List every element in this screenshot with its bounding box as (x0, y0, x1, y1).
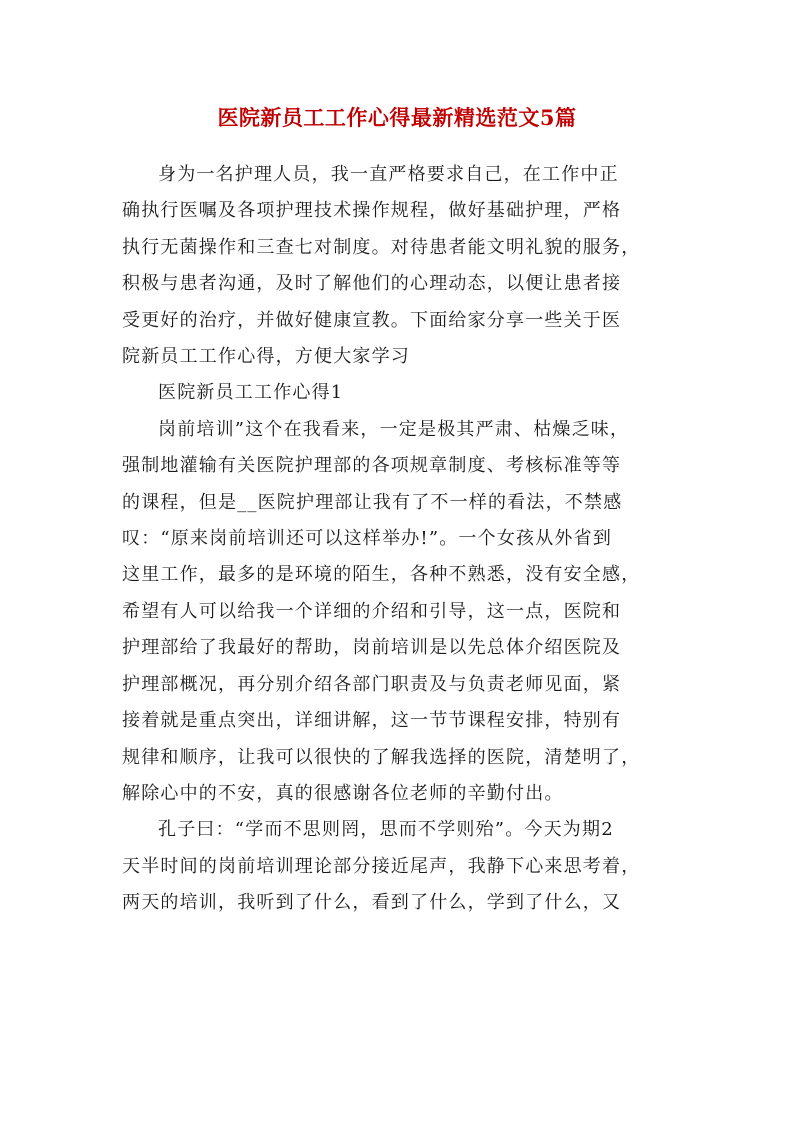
paragraph-line: 接着就是重点突出，详细讲解，这一节节课程安排，特别有 (122, 710, 622, 732)
paragraph-line: 希望有人可以给我一个详细的介绍和引导，这一点，医院和 (122, 600, 622, 622)
paragraph-line: 孔子曰：“学而不思则罔，思而不学则殆”。今天为期2 (158, 819, 614, 841)
paragraph-3 (122, 812, 672, 921)
paragraph-line: 强制地灌输有关医院护理部的各项规章制度、考核标准等等 (122, 455, 622, 477)
intro-line: 执行无菌操作和三查七对制度。对待患者能文明礼貌的服务， (122, 236, 641, 258)
paragraph-line: 岗前培训”这个在我看来，一定是极其严肃、枯燥乏味， (158, 418, 630, 440)
intro-line: 受更好的治疗，并做好健康宣教。下面给家分享一些关于医 (122, 309, 622, 331)
intro-line: 院新员工工作心得，方便大家学习 (122, 346, 410, 368)
paragraph-line: 护理部给了我最好的帮助，岗前培训是以先总体介绍医院及 (122, 637, 622, 659)
paragraph-2 (122, 412, 672, 812)
paragraph-line: 天半时间的岗前培训理论部分接近尾声，我静下心来思考着， (122, 855, 641, 877)
paragraph-line: 规律和顺序，让我可以很快的了解我选择的医院，清楚明了， (122, 746, 641, 768)
paragraph-line: 解除心中的不安，真的很感谢各位老师的辛勤付出。 (122, 782, 564, 804)
paragraph-line: 叹：“原来岗前培训还可以这样举办!”。一个女孩从外省到 (122, 528, 613, 550)
paragraph-line: 两天的培训，我听到了什么，看到了什么，学到了什么，又 (122, 892, 622, 914)
paragraph-line: 护理部概况，再分别介绍各部门职责及与负责老师见面，紧 (122, 673, 622, 695)
document-title: 医院新员工工作心得最新精选范文5篇 (217, 105, 577, 130)
intro-line: 积极与患者沟通，及时了解他们的心理动态，以便让患者接 (122, 273, 622, 295)
document-body (122, 157, 672, 922)
intro-line: 确执行医嘱及各项护理技术操作规程，做好基础护理，严格 (122, 200, 622, 222)
paragraph-line: 的课程，但是__医院护理部让我有了不一样的看法，不禁感 (122, 491, 623, 513)
paragraph-line: 这里工作，最多的是环境的陌生，各种不熟悉，没有安全感， (122, 564, 641, 586)
section-heading: 医院新员工工作心得1 (158, 382, 344, 404)
intro-line: 身为一名护理人员，我一直严格要求自己，在工作中正 (158, 164, 619, 185)
intro-paragraph (122, 157, 672, 375)
